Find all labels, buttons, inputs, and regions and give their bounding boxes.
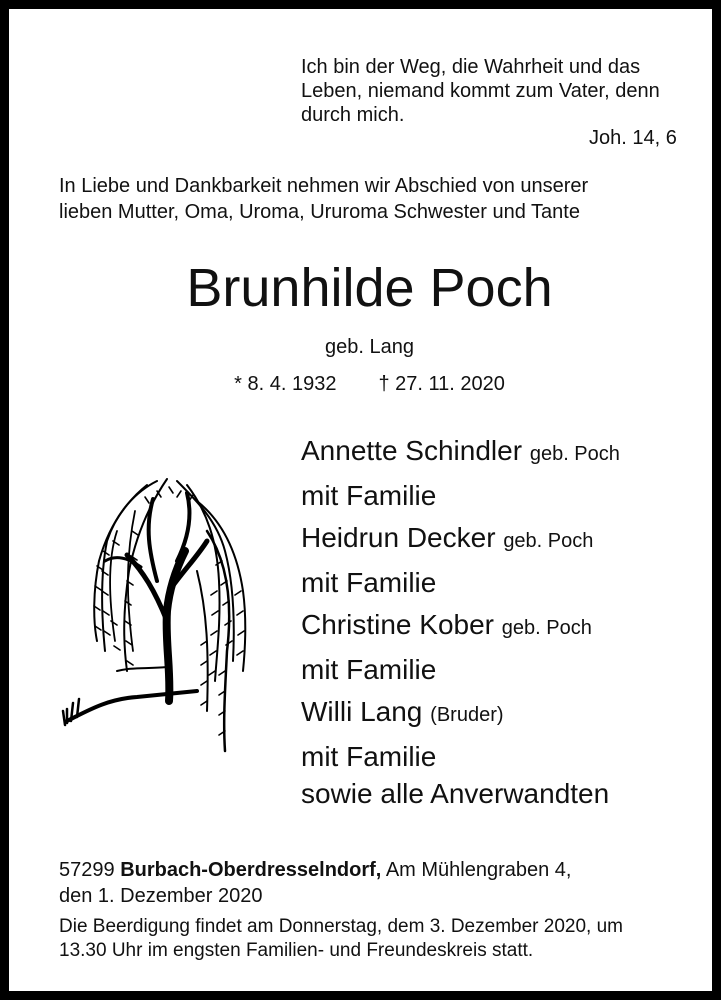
- mourner-name: Willi Lang: [301, 696, 423, 727]
- mourner-entry: [301, 604, 592, 691]
- mourner-entry: [301, 517, 593, 604]
- mourner-note: geb. Poch: [529, 443, 620, 465]
- maiden-name: geb. Lang: [325, 336, 414, 358]
- funeral-line: 13.30 Uhr im engsten Familien- und Freundeskreis statt.: [59, 940, 534, 961]
- mourner-note: (Bruder): [430, 704, 504, 726]
- verse-line: Ich bin der Weg, die Wahrheit und das: [301, 56, 641, 78]
- birth-date: * 8. 4. 1932: [234, 373, 337, 395]
- mourner-family: mit Familie: [301, 741, 437, 772]
- address-street: Am Mühlengraben 4,: [385, 859, 572, 881]
- deceased-name: Brunhilde Poch: [186, 258, 553, 318]
- death-date: † 27. 11. 2020: [378, 373, 505, 395]
- funeral-notice: [59, 915, 709, 963]
- mourner-family: mit Familie: [301, 567, 437, 598]
- bible-verse: [301, 55, 701, 127]
- address-date: den 1. Dezember 2020: [59, 885, 263, 907]
- intro-line: In Liebe und Dankbarkeit nehmen wir Abschied von unserer: [59, 175, 589, 197]
- mourner-family: mit Familie: [301, 654, 437, 685]
- mourner-name: Heidrun Decker: [301, 522, 496, 553]
- verse-line: Leben, niemand kommt zum Vater, denn: [301, 80, 660, 102]
- funeral-line: Die Beerdigung findet am Donnerstag, dem 3. Dezember 2020, um: [59, 916, 623, 937]
- mourner-name: Christine Kober: [301, 609, 494, 640]
- mourner-name: Annette Schindler: [301, 435, 523, 466]
- willow-tree-icon: [57, 471, 257, 771]
- mourner-family: mit Familie: [301, 480, 437, 511]
- address-zip: 57299: [59, 859, 115, 881]
- address-place: Burbach-Oberdresselndorf,: [120, 859, 382, 881]
- life-dates: [9, 373, 721, 396]
- verse-line: durch mich.: [301, 104, 405, 126]
- mourner-note: geb. Poch: [503, 530, 594, 552]
- mourner-note: geb. Poch: [501, 617, 592, 639]
- other-relatives: sowie alle Anverwandten: [301, 778, 610, 809]
- mourner-entry: [301, 430, 620, 517]
- mourner-entry: [301, 691, 504, 778]
- intro-text: [59, 173, 699, 225]
- verse-reference: Joh. 14, 6: [589, 127, 677, 149]
- intro-line: lieben Mutter, Oma, Uroma, Ururoma Schwester und Tante: [59, 201, 580, 223]
- address-block: [59, 857, 709, 909]
